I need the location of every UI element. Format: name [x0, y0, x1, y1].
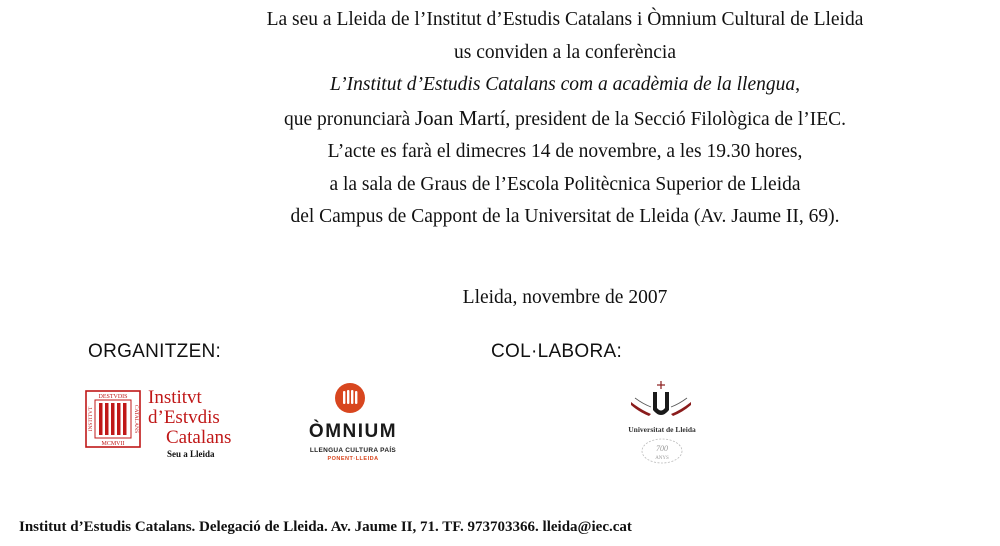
speaker-line-prefix: que pronunciarà [283, 108, 415, 130]
invitation-text [0, 4, 1000, 234]
omnium-symbol-icon [335, 383, 365, 413]
place-date: Lleida, novembre de 2007 [462, 287, 668, 308]
iec-seal-icon [85, 390, 141, 448]
speaker-line-suffix: , president de la Secció Filològica de l’IEC. [505, 108, 847, 130]
iec-wordmark-line-2: d’Estvdis [148, 407, 220, 428]
collaborators-heading: COL·LABORA: [491, 341, 623, 362]
iec-wordmark-line-3: Catalans [166, 427, 232, 448]
iec-seal-left: INSTITVT [88, 406, 94, 432]
udl-badge-text: 700 [656, 444, 668, 453]
invitation-line-5: L’acte es farà el dimecres 14 de novembre, a les 19.30 hores, [327, 141, 803, 162]
omnium-name: ÒMNIUM [308, 421, 398, 442]
udl-logo [612, 380, 712, 470]
iec-seal-right: CATALANS [133, 404, 139, 434]
invitation-line-6: a la sala de Graus de l’Escola Politècnica Superior de Lleida [329, 173, 801, 195]
invitation-line-2: us conviden a la conferència [454, 41, 676, 63]
organizers-heading: ORGANITZEN: [88, 341, 222, 362]
conference-title-line [0, 69, 1000, 102]
udl-emblem-icon [629, 380, 693, 422]
iec-seal-bottom: MCMVII [101, 441, 125, 447]
speaker-name: Joan Martí [415, 105, 506, 130]
footer-contact: Institut d’Estudis Catalans. Delegació de Lleida. Av. Jaume II, 71. TF. 973703366. lleida@iec.cat [19, 519, 632, 535]
conference-title: L’Institut d’Estudis Catalans com a acadèmia de la llengua [330, 74, 796, 95]
udl-name: Universitat de Lleida [628, 425, 696, 434]
invitation-line-7: del Campus de Cappont de la Universitat de Lleida (Av. Jaume II, 69). [290, 206, 840, 227]
udl-700-badge-icon [640, 437, 684, 465]
conference-title-suffix: , [795, 74, 800, 95]
speaker-line [0, 102, 1000, 137]
iec-wordmark-line-1: Institvt [148, 387, 202, 408]
iec-seal-top: DESTVDIS [98, 394, 128, 400]
omnium-logo [296, 383, 416, 473]
iec-subtitle: Seu a Lleida [167, 449, 215, 459]
iec-wordmark [148, 388, 231, 448]
omnium-subtitle: LLENGUA CULTURA PAÍS [309, 447, 397, 454]
omnium-region: PONENT·LLEIDA [327, 456, 379, 462]
iec-logo [85, 388, 245, 468]
udl-badge-subtext: ANYS [655, 456, 669, 461]
invitation-line-1: La seu a Lleida de l’Institut d’Estudis Catalans i Òmnium Cultural de Lleida [266, 9, 864, 30]
